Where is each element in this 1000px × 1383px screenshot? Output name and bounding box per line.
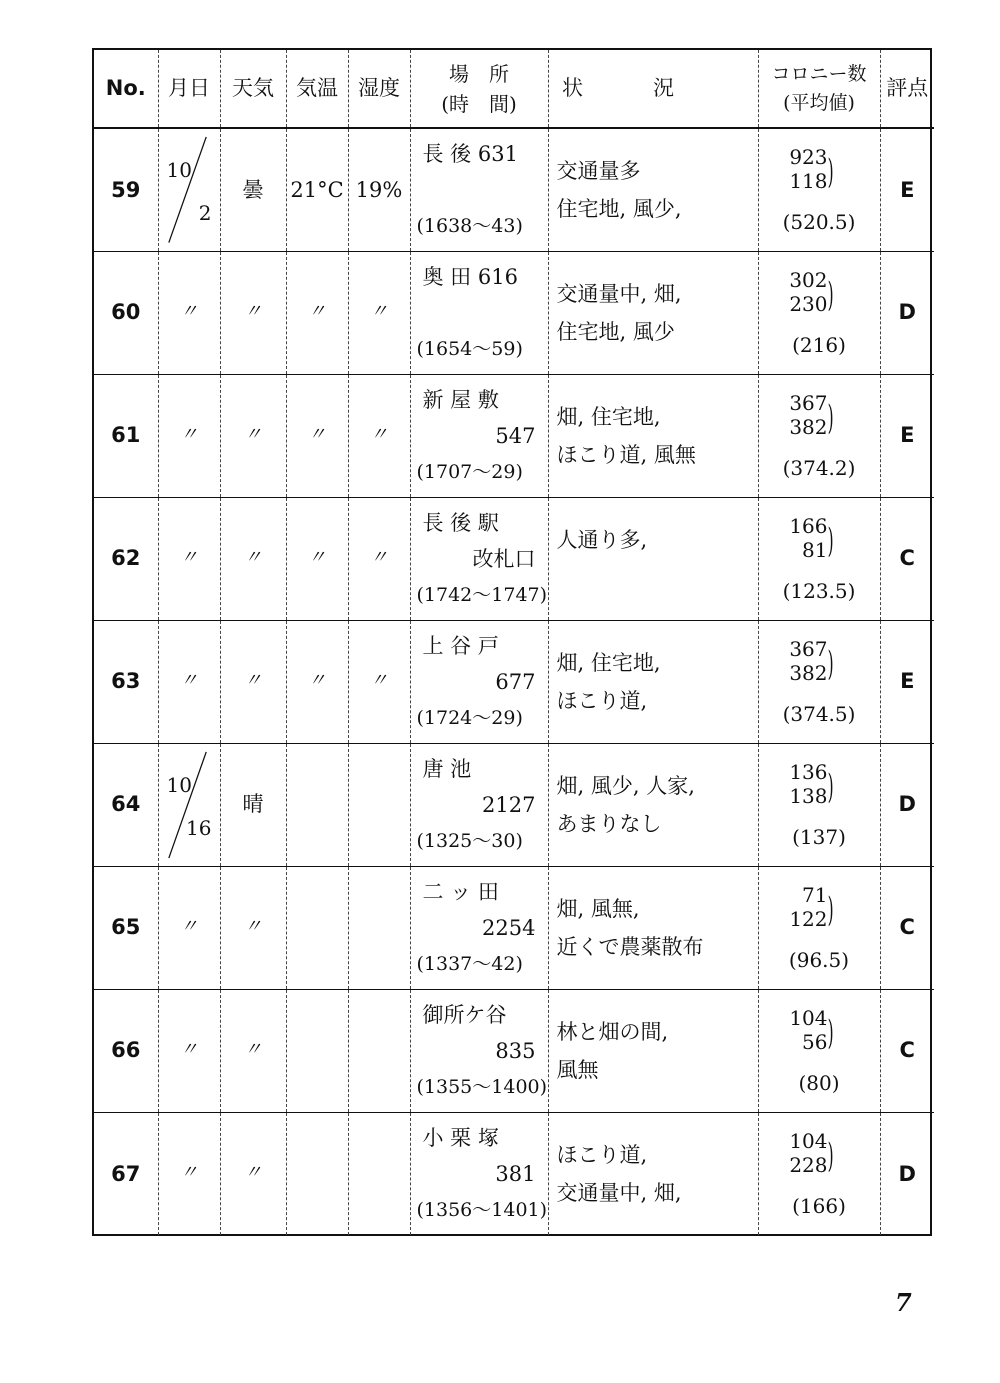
condition-line-1: 人通り多, bbox=[556, 527, 648, 552]
condition-line-2: 交通量中, 畑, bbox=[556, 1180, 682, 1205]
header-time-label: (時 間) bbox=[441, 91, 517, 116]
colony-average: (520.5) bbox=[782, 210, 856, 235]
place-cell bbox=[410, 497, 548, 620]
score-cell: C bbox=[880, 497, 934, 620]
score-cell: D bbox=[880, 1112, 934, 1235]
colony-cell bbox=[758, 1112, 880, 1235]
table-row bbox=[94, 866, 934, 989]
condition-cell bbox=[548, 497, 758, 620]
place-name: 小 栗 塚 bbox=[422, 1125, 499, 1150]
humidity-cell: 19% bbox=[348, 128, 410, 251]
bracket-glyph: ) bbox=[827, 397, 834, 438]
table-row bbox=[94, 251, 934, 374]
condition-line-1: 交通量多 bbox=[556, 158, 641, 183]
colony-cell bbox=[758, 128, 880, 251]
row-number: 63 bbox=[94, 620, 158, 743]
condition-line-2: 住宅地, 風少, bbox=[556, 196, 682, 221]
colony-count-2: 230 bbox=[789, 292, 828, 316]
place-code: 2127 bbox=[482, 792, 536, 817]
temperature-cell bbox=[286, 866, 348, 989]
date-cell: 〃 bbox=[158, 989, 220, 1112]
header-colony bbox=[758, 50, 880, 128]
header-place bbox=[410, 50, 548, 128]
colony-count-2: 138 bbox=[789, 784, 828, 808]
humidity-cell: 〃 bbox=[348, 497, 410, 620]
bracket-glyph: ) bbox=[827, 1135, 834, 1176]
colony-count-1: 923 bbox=[789, 145, 828, 170]
condition-cell bbox=[548, 866, 758, 989]
colony-cell bbox=[758, 620, 880, 743]
time-range: (1355〜1400) bbox=[416, 1075, 548, 1098]
weather-cell: 〃 bbox=[220, 1112, 286, 1235]
row-number: 59 bbox=[94, 128, 158, 251]
row-number: 67 bbox=[94, 1112, 158, 1235]
place-name: 二 ッ 田 bbox=[422, 879, 499, 904]
date-cell: 〃 bbox=[158, 374, 220, 497]
place-code bbox=[423, 172, 548, 208]
date-cell: 〃 bbox=[158, 866, 220, 989]
colony-count-1: 104 bbox=[789, 1006, 828, 1030]
time-range: (1724〜29) bbox=[416, 706, 523, 729]
temperature-cell bbox=[286, 989, 348, 1112]
header-no: No. bbox=[105, 76, 146, 101]
colony-survey-table bbox=[94, 50, 934, 1235]
bracket-glyph: ) bbox=[827, 889, 834, 930]
place-name: 御所ケ谷 bbox=[422, 1002, 507, 1027]
time-range: (1654〜59) bbox=[416, 337, 523, 360]
weather-cell: 〃 bbox=[220, 620, 286, 743]
colony-average: (166) bbox=[792, 1194, 846, 1219]
weather-cell: 〃 bbox=[220, 374, 286, 497]
weather-cell: 〃 bbox=[220, 251, 286, 374]
humidity-cell: 〃 bbox=[348, 620, 410, 743]
table-row bbox=[94, 989, 934, 1112]
colony-cell bbox=[758, 374, 880, 497]
condition-line-1: ほこり道, bbox=[556, 1142, 648, 1167]
condition-line-1: 畑, 住宅地, bbox=[556, 404, 661, 429]
colony-count-1: 302 bbox=[789, 268, 828, 292]
colony-count-2: 81 bbox=[802, 538, 828, 562]
place-code: 677 bbox=[495, 669, 536, 694]
bracket-glyph: ) bbox=[827, 152, 834, 192]
place-cell bbox=[410, 374, 548, 497]
table-row bbox=[94, 374, 934, 497]
colony-cell bbox=[758, 866, 880, 989]
colony-count-2: 382 bbox=[789, 415, 828, 439]
score-cell: C bbox=[880, 989, 934, 1112]
time-range: (1742〜1747) bbox=[416, 583, 548, 606]
date-cell bbox=[158, 128, 220, 251]
date-cell: 〃 bbox=[158, 497, 220, 620]
condition-cell bbox=[548, 989, 758, 1112]
date-slash bbox=[159, 129, 220, 251]
header-weather: 天気 bbox=[220, 50, 286, 128]
header-date: 月日 bbox=[158, 50, 220, 128]
bracket-glyph: ) bbox=[827, 766, 834, 807]
header-humidity: 湿度 bbox=[348, 50, 410, 128]
date-day: 2 bbox=[198, 200, 212, 225]
header-row bbox=[94, 50, 934, 128]
humidity-cell bbox=[348, 866, 410, 989]
place-code: 835 bbox=[495, 1038, 536, 1063]
colony-count-2: 382 bbox=[789, 661, 828, 685]
place-name: 新 屋 敷 bbox=[422, 387, 499, 412]
temperature-cell: 〃 bbox=[286, 251, 348, 374]
date-cell: 〃 bbox=[158, 1112, 220, 1235]
table-row bbox=[94, 1112, 934, 1235]
colony-average: (96.5) bbox=[788, 948, 850, 972]
colony-count-2: 118 bbox=[789, 169, 828, 194]
place-cell bbox=[410, 743, 548, 866]
colony-average: (216) bbox=[792, 333, 846, 357]
place-cell bbox=[410, 620, 548, 743]
condition-line-2: ほこり道, bbox=[556, 688, 648, 713]
place-name: 長 後 631 bbox=[422, 141, 518, 166]
colony-count-1: 104 bbox=[789, 1129, 828, 1154]
condition-line-2 bbox=[557, 559, 758, 597]
condition-line-1: 交通量中, 畑, bbox=[556, 281, 682, 306]
condition-cell bbox=[548, 1112, 758, 1235]
temperature-cell: 〃 bbox=[286, 374, 348, 497]
colony-count-1: 136 bbox=[789, 760, 828, 784]
colony-average: (374.5) bbox=[782, 702, 856, 726]
condition-line-1: 畑, 住宅地, bbox=[556, 650, 661, 675]
temperature-cell: 21°C bbox=[286, 128, 348, 251]
weather-cell: 〃 bbox=[220, 866, 286, 989]
place-name: 奥 田 616 bbox=[422, 264, 518, 289]
date-cell: 〃 bbox=[158, 620, 220, 743]
condition-cell bbox=[548, 620, 758, 743]
header-colony-label: コロニー数 bbox=[771, 63, 867, 85]
bracket-glyph: ) bbox=[827, 274, 834, 315]
temperature-cell bbox=[286, 743, 348, 866]
table-row bbox=[94, 743, 934, 866]
time-range: (1707〜29) bbox=[416, 460, 523, 483]
condition-line-1: 畑, 風無, bbox=[556, 896, 640, 921]
row-number: 60 bbox=[94, 251, 158, 374]
colony-count-2: 56 bbox=[802, 1030, 828, 1054]
humidity-cell: 〃 bbox=[348, 374, 410, 497]
condition-cell bbox=[548, 251, 758, 374]
colony-count-2: 228 bbox=[789, 1153, 828, 1178]
temperature-cell: 〃 bbox=[286, 620, 348, 743]
score-cell: E bbox=[880, 620, 934, 743]
header-average-label: (平均値) bbox=[783, 91, 855, 114]
time-range: (1638〜43) bbox=[416, 214, 523, 237]
place-cell bbox=[410, 251, 548, 374]
place-code bbox=[423, 295, 548, 331]
time-range: (1325〜30) bbox=[416, 829, 523, 852]
place-name: 長 後 駅 bbox=[422, 510, 499, 535]
place-cell bbox=[410, 989, 548, 1112]
bracket-glyph: ) bbox=[827, 1012, 834, 1053]
table-row bbox=[94, 620, 934, 743]
weather-cell: 〃 bbox=[220, 497, 286, 620]
weather-cell: 晴 bbox=[220, 743, 286, 866]
place-cell bbox=[410, 866, 548, 989]
condition-cell bbox=[548, 374, 758, 497]
place-code: 2254 bbox=[482, 915, 536, 940]
colony-average: (374.2) bbox=[782, 456, 856, 480]
colony-cell bbox=[758, 989, 880, 1112]
bracket-glyph: ) bbox=[827, 520, 834, 561]
row-number: 62 bbox=[94, 497, 158, 620]
header-condition: 状況 bbox=[548, 50, 758, 128]
place-code: 改札口 bbox=[472, 546, 536, 571]
date-month: 10 bbox=[166, 772, 192, 797]
score-cell: E bbox=[880, 374, 934, 497]
page-number: 7 bbox=[895, 1288, 912, 1317]
date-slash bbox=[159, 744, 220, 866]
condition-cell bbox=[548, 743, 758, 866]
colony-cell bbox=[758, 251, 880, 374]
weather-cell: 曇 bbox=[220, 128, 286, 251]
score-cell: D bbox=[880, 251, 934, 374]
score-cell: E bbox=[880, 128, 934, 251]
bracket-glyph: ) bbox=[827, 643, 834, 684]
place-code: 381 bbox=[495, 1161, 536, 1186]
time-range: (1337〜42) bbox=[416, 952, 523, 975]
humidity-cell bbox=[348, 1112, 410, 1235]
date-month: 10 bbox=[166, 158, 192, 182]
place-cell bbox=[410, 128, 548, 251]
date-day: 16 bbox=[186, 815, 212, 840]
temperature-cell bbox=[286, 1112, 348, 1235]
score-cell: C bbox=[880, 866, 934, 989]
weather-cell: 〃 bbox=[220, 989, 286, 1112]
place-code: 547 bbox=[495, 423, 536, 448]
table-row bbox=[94, 128, 934, 251]
condition-cell bbox=[548, 128, 758, 251]
humidity-cell bbox=[348, 743, 410, 866]
date-cell: 〃 bbox=[158, 251, 220, 374]
colony-average: (137) bbox=[792, 825, 846, 849]
condition-line-1: 林と畑の間, bbox=[556, 1019, 669, 1044]
time-range: (1356〜1401) bbox=[416, 1198, 548, 1221]
condition-line-2: 住宅地, 風少 bbox=[556, 319, 675, 344]
row-number: 66 bbox=[94, 989, 158, 1112]
colony-count-1: 367 bbox=[789, 637, 828, 661]
row-number: 61 bbox=[94, 374, 158, 497]
colony-count-1: 367 bbox=[789, 391, 828, 415]
header-temp: 気温 bbox=[286, 50, 348, 128]
condition-line-2: ほこり道, 風無 bbox=[556, 442, 696, 467]
colony-average: (80) bbox=[798, 1071, 840, 1095]
data-table-frame bbox=[92, 48, 932, 1236]
date-cell bbox=[158, 743, 220, 866]
colony-cell bbox=[758, 497, 880, 620]
row-number: 65 bbox=[94, 866, 158, 989]
temperature-cell: 〃 bbox=[286, 497, 348, 620]
colony-count-2: 122 bbox=[789, 907, 828, 931]
header-score: 評点 bbox=[880, 50, 934, 128]
colony-cell bbox=[758, 743, 880, 866]
condition-line-2: あまりなし bbox=[556, 811, 662, 836]
place-name: 上 谷 戸 bbox=[422, 633, 499, 658]
place-name: 唐 池 bbox=[422, 756, 472, 781]
colony-average: (123.5) bbox=[782, 579, 856, 603]
table-row bbox=[94, 497, 934, 620]
humidity-cell bbox=[348, 989, 410, 1112]
header-place-label: 場 所 bbox=[449, 61, 509, 86]
humidity-cell: 〃 bbox=[348, 251, 410, 374]
condition-line-2: 近くで農薬散布 bbox=[556, 934, 704, 959]
place-cell bbox=[410, 1112, 548, 1235]
colony-count-1: 166 bbox=[789, 514, 828, 538]
row-number: 64 bbox=[94, 743, 158, 866]
score-cell: D bbox=[880, 743, 934, 866]
colony-count-1: 71 bbox=[802, 883, 828, 907]
condition-line-1: 畑, 風少, 人家, bbox=[556, 773, 695, 798]
condition-line-2: 風無 bbox=[556, 1057, 599, 1082]
